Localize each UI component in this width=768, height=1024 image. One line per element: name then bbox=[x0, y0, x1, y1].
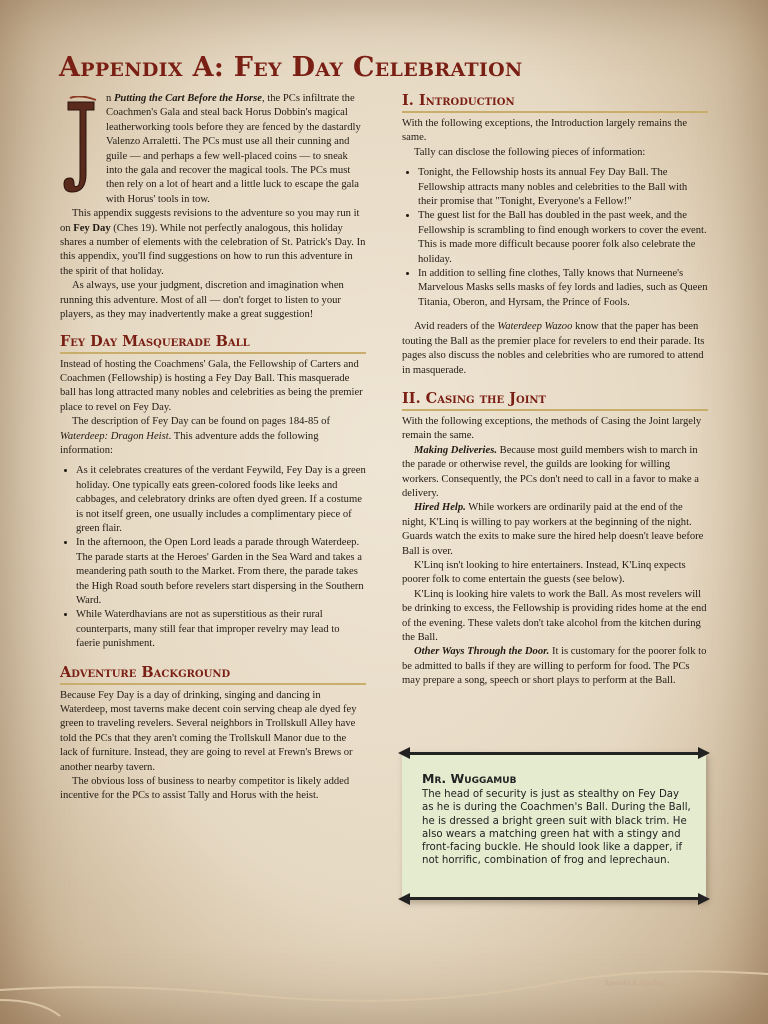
list-item: • Tonight, the Fellowship hosts its annual Fey Day Ball. The Fellowship attracts many nobles and celebrities to the Ball with their promise that "Tonight, Everyone's a Fellow!" bbox=[418, 166, 708, 209]
sidebar-title: Mr. Wuggamub bbox=[422, 771, 517, 786]
left-column bbox=[60, 92, 366, 804]
list-item: • The guest list for the Ball has doubled in the past week, and the Fellowship is scrambling to find enough workers to cover the event. This is made more difficult because poorer folk also celebrate the holiday. bbox=[418, 209, 708, 267]
section-heading-adventure-background: Adventure Background bbox=[60, 664, 366, 685]
footer-ornament bbox=[0, 960, 768, 1024]
intro-paragraph: n Putting the Cart Before the Horse, the PCs infiltrate the Coachmen's Gala and steal back Horus Dobbin's magical leatherworking tools before they are fenced by the dastardly Valenzo Arraletti. The PCs must use all their cunning and guile — and perhaps a few well-placed coins — to sneak into the gala and recover the magical tools. The PCs must then rely on a lot of heart and a little luck to escape the gala with Horus' tools in tow. bbox=[60, 92, 366, 207]
corner-arrow-icon bbox=[696, 893, 710, 905]
introduction-paragraph-1: With the following exceptions, the Introduction largely remains the same. bbox=[402, 118, 688, 144]
section-heading-introduction: I. Introduction bbox=[402, 92, 708, 113]
intro-prefix: n bbox=[106, 93, 114, 104]
other-ways-paragraph: Other Ways Through the Door. It is customary for the poorer folk to be admitted to balls if they are willing to perform for food. The PCs may prepare a song, speech or short plays to perform at the Ball. bbox=[402, 646, 707, 687]
corner-arrow-icon bbox=[696, 747, 710, 759]
klinq-valets-paragraph: K'Linq is looking hire valets to work the Ball. As most revelers will be drinking to excess, the Fellowship is providing rides home at the end of the evening. These valets don't take alcohol from the kitchen during the Ball. bbox=[402, 588, 707, 643]
list-item: • As it celebrates creatures of the verdant Feywild, Fey Day is a green holiday. One typically eats green-colored foods like leeks and cabbages, and celebratory drinks are often dyed green. If a costume is not itself green, one usually includes a complimentary piece of green flair. bbox=[76, 464, 366, 536]
sidebar-box-mr-wuggamub bbox=[402, 752, 706, 900]
list-item: • In the afternoon, the Open Lord leads a parade through Waterdeep. The parade starts at the Heroes' Garden in the Sea Ward and takes a meandering path south to the Market. From there, the parade takes the High Road south before revelers start dispersing in the Southern Ward. bbox=[76, 536, 366, 608]
background-paragraph-2: The obvious loss of business to nearby competitor is likely added incentive for the PCs to assist Tally and Horus with the heist. bbox=[60, 776, 350, 802]
footer-section-label: Appendix A: Fey Day bbox=[604, 979, 665, 987]
klinq-entertainers-paragraph: K'Linq isn't looking to hire entertainers. Instead, K'Linq expects poorer folk to come entertain the guests (see below). bbox=[402, 559, 686, 586]
wazoo-paragraph: Avid readers of the Waterdeep Wazoo know that the paper has been touting the Ball as the premier place for revelers to end their parade. Its pages also discuss the nobles and celebrities who are rumored to attend in masquerade. bbox=[402, 321, 705, 376]
introduction-bullet-list bbox=[402, 166, 708, 310]
appendix-purpose-paragraph: This appendix suggests revisions to the adventure so you may run it on Fey Day (Ches 19). While not perfectly analogous, this holiday shares a number of elements with the celebration of St. Patrick's Day. In this appendix, you'll find suggestions on how to run this adventure in the spirit of that holiday. bbox=[60, 208, 366, 277]
corner-arrow-icon bbox=[398, 747, 412, 759]
drop-cap-letter-graphic bbox=[60, 96, 100, 196]
page-title: Appendix A: Fey Day Celebration bbox=[59, 52, 523, 83]
background-paragraph-1: Because Fey Day is a day of drinking, singing and dancing in Waterdeep, most taverns make decent coin serving cheap ale dyed fey green to traveling revelers. Several neighbors in Trollskull Alley have told the PCs that they aren't coming the Trollskull Manor due to the lack of furniture. Instead, they are going to revel at Frewn's Brews or another nearby tavern. bbox=[60, 689, 357, 773]
ball-paragraph-1: Instead of hosting the Coachmens' Gala, the Fellowship of Carters and Coachmen (Fellowship) is hosting a Fey Day Ball. This masquerade ball has long attracted many nobles and celebrities as being the premier place to revel on Fey Day. bbox=[60, 358, 363, 413]
right-column bbox=[402, 92, 708, 689]
casing-paragraph-1: With the following exceptions, the methods of Casing the Joint largely remain the same. bbox=[402, 415, 702, 442]
corner-arrow-icon bbox=[398, 893, 412, 905]
page-number: 21 bbox=[734, 979, 743, 989]
ball-paragraph-2: The description of Fey Day can be found on pages 184-85 of Waterdeep: Dragon Heist. This adventure adds the following information: bbox=[60, 416, 331, 456]
ball-bullet-list bbox=[60, 464, 366, 651]
making-deliveries-paragraph: Making Deliveries. Because most guild members wish to march in the parade or otherwise revel, the guilds are looking for willing workers. Consequently, the PCs don't need to call in a favor to make a delivery. bbox=[402, 444, 699, 499]
hired-help-paragraph: Hired Help. While workers are ordinarily paid at the end of the night, K'Linq is willing to pay workers at the beginning of the night. Guards watch the exits to make sure the hired help doesn't leave before Ball is over. bbox=[402, 502, 704, 557]
introduction-paragraph-2: Tally can disclose the following pieces of information: bbox=[414, 146, 646, 158]
list-item: • While Waterdhavians are not as superstitious as their rural counterparts, many still fear that improper revelry may lead to faerie punishment. bbox=[76, 608, 366, 651]
section-heading-masquerade-ball: Fey Day Masquerade Ball bbox=[60, 333, 366, 354]
judgment-paragraph: As always, use your judgment, discretion and imagination when running this adventure. Most of all — don't forget to listen to your players, as they may inadvertently make a great suggestion! bbox=[60, 280, 344, 321]
sidebar-text: The head of security is just as stealthy on Fey Day as he is during the Coachmen's Ball. During the Ball, he is dressed a bright green suit with black trim. He also wears a matching green hat with a stingy and front-facing buckle. He should look like a dapper, if not horrific, combination of frog and leprechaun. bbox=[422, 789, 691, 867]
list-item: • In addition to selling fine clothes, Tally knows that Nurneene's Marvelous Masks sells masks of fey lords and ladies, such as Queen Titania, Oberon, and Hyrsam, the Prince of Fools. bbox=[418, 267, 708, 310]
adventure-title-ref: Putting the Cart Before the Horse bbox=[113, 93, 262, 104]
section-heading-casing-the-joint: II. Casing the Joint bbox=[402, 390, 708, 411]
